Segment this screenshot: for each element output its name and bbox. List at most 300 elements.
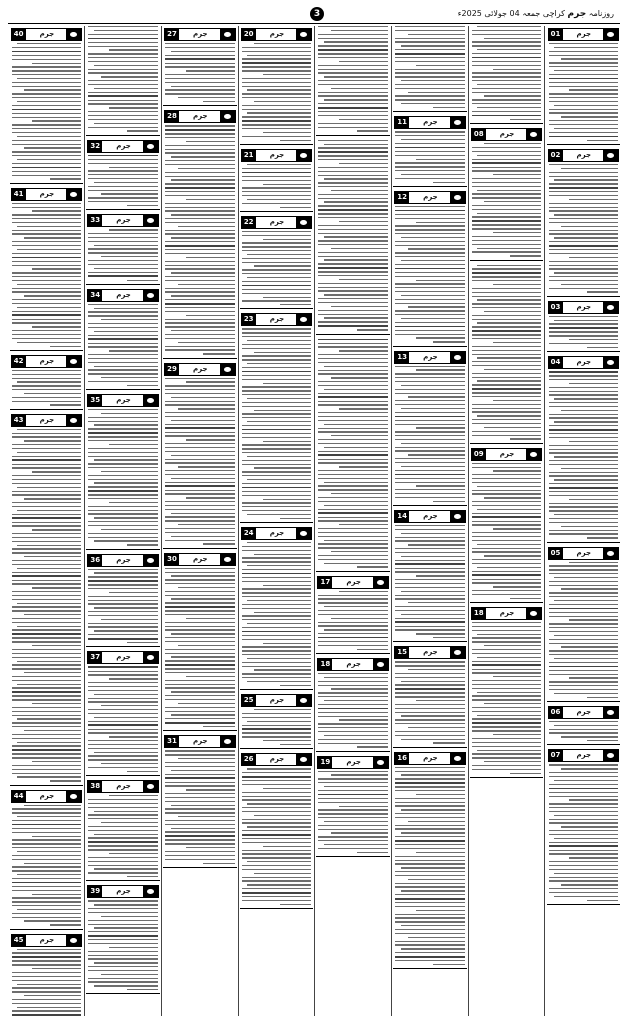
notice-label: جرم <box>116 782 131 791</box>
text-line <box>165 859 235 860</box>
text-line <box>554 815 618 816</box>
text-line <box>549 853 619 854</box>
text-line <box>549 888 619 889</box>
text-line <box>24 614 81 615</box>
text-line <box>549 732 619 733</box>
text-line <box>280 685 311 686</box>
text-line <box>554 272 618 273</box>
text-line <box>171 272 235 273</box>
notice-divider <box>163 548 237 549</box>
text-line <box>395 412 465 413</box>
text-line <box>324 844 388 845</box>
text-line <box>165 47 235 48</box>
text-line <box>12 980 82 981</box>
text-line <box>401 385 465 386</box>
text-line <box>549 82 619 83</box>
notice-header <box>241 216 313 229</box>
text-line <box>395 677 465 678</box>
text-line <box>12 964 82 965</box>
text-line <box>318 497 388 498</box>
text-line <box>549 101 619 102</box>
brand-logo-icon <box>526 608 541 619</box>
text-line <box>549 176 619 177</box>
notice-divider <box>470 123 544 124</box>
text-line <box>395 933 465 934</box>
text-line <box>472 53 542 54</box>
text-line <box>510 773 541 774</box>
text-line <box>94 88 158 89</box>
brand-logo-icon <box>143 215 158 226</box>
text-line <box>12 401 82 402</box>
text-line <box>88 510 158 511</box>
text-line <box>178 587 235 588</box>
brand-logo-icon <box>603 150 618 161</box>
text-line <box>24 147 81 148</box>
text-line <box>165 754 235 755</box>
text-line <box>472 330 542 332</box>
text-line <box>395 871 465 872</box>
text-line <box>416 337 465 338</box>
text-line <box>12 548 82 549</box>
text-line <box>242 834 312 836</box>
text-line <box>395 537 465 538</box>
text-line <box>12 828 82 829</box>
text-line <box>88 170 158 171</box>
notice-divider <box>547 744 621 745</box>
text-line <box>12 956 82 958</box>
notice-divider <box>316 135 390 136</box>
notice-divider <box>470 260 544 261</box>
text-line <box>94 424 158 425</box>
text-line <box>318 802 388 803</box>
text-line <box>318 543 388 544</box>
text-line <box>472 474 542 475</box>
text-line <box>165 680 235 681</box>
text-line <box>472 653 542 654</box>
notice-divider <box>163 867 237 868</box>
text-line <box>88 409 158 410</box>
text-line <box>395 606 465 607</box>
text-line <box>401 466 465 467</box>
notice-body-text <box>86 26 160 132</box>
text-line <box>88 190 158 191</box>
text-line <box>395 875 465 876</box>
text-line <box>242 577 312 578</box>
text-line <box>549 335 619 336</box>
text-line <box>318 712 388 713</box>
text-line <box>171 179 235 180</box>
notice-label: جرم <box>423 192 438 201</box>
text-line <box>395 69 465 70</box>
text-line <box>101 529 158 530</box>
text-line <box>242 842 312 843</box>
text-line <box>401 715 465 716</box>
text-line <box>165 164 235 165</box>
text-line <box>395 366 465 367</box>
text-line <box>88 580 158 582</box>
text-line <box>165 280 235 281</box>
text-line <box>88 260 158 261</box>
text-line <box>171 770 235 771</box>
notice-label: جرم <box>499 449 515 458</box>
text-line <box>88 981 158 982</box>
notice-label: جرم <box>39 791 55 800</box>
text-line <box>101 916 158 917</box>
notice-header <box>11 28 83 41</box>
text-line <box>554 105 618 106</box>
text-line <box>88 814 158 815</box>
text-line <box>24 995 81 996</box>
text-line <box>549 834 619 835</box>
text-line <box>17 429 81 430</box>
notice-divider <box>86 646 160 647</box>
text-line <box>186 439 235 440</box>
text-line <box>165 133 235 134</box>
text-line <box>88 521 158 522</box>
text-line <box>12 475 82 476</box>
notice-body-text <box>393 26 467 108</box>
text-line <box>395 917 465 918</box>
text-line <box>395 906 465 907</box>
text-line <box>165 782 235 783</box>
notice-divider <box>470 602 544 603</box>
text-line <box>395 420 465 421</box>
notice-label: جرم <box>499 130 515 139</box>
text-line <box>472 251 542 252</box>
text-line <box>165 58 235 60</box>
text-line <box>94 572 158 573</box>
notice-number: 08 <box>472 129 486 140</box>
notice-divider <box>316 856 390 857</box>
text-line <box>88 475 158 476</box>
notice-body-text <box>10 370 84 406</box>
text-line <box>510 119 541 120</box>
text-line <box>395 956 465 958</box>
text-line <box>88 381 158 382</box>
text-line <box>549 402 619 403</box>
text-line <box>549 796 619 797</box>
text-line <box>12 155 82 156</box>
text-line <box>395 241 465 242</box>
text-line <box>472 45 542 46</box>
notice-header <box>11 934 83 947</box>
text-line <box>395 225 465 226</box>
text-line <box>318 155 388 156</box>
text-line <box>318 147 388 148</box>
notice-number: 24 <box>242 528 256 539</box>
text-line <box>549 55 619 56</box>
text-line <box>318 512 388 514</box>
text-line <box>242 429 312 431</box>
text-line <box>24 863 81 864</box>
text-line <box>12 591 82 592</box>
notice-label: جرم <box>269 696 285 705</box>
text-line <box>324 606 388 607</box>
text-line <box>472 765 542 766</box>
text-line <box>401 681 465 682</box>
text-line <box>472 170 542 171</box>
notice-label: جرم <box>423 512 438 521</box>
text-line <box>395 863 465 864</box>
text-line <box>395 684 465 685</box>
text-line <box>318 470 388 471</box>
text-line <box>12 870 82 871</box>
notice-body-text <box>393 661 467 743</box>
text-line <box>12 322 82 323</box>
text-line <box>318 622 388 623</box>
text-line <box>472 292 542 293</box>
text-line <box>94 517 158 518</box>
text-line <box>318 80 388 81</box>
text-line <box>24 556 81 557</box>
notice-label: جرم <box>269 30 285 38</box>
text-line <box>395 166 465 167</box>
text-line <box>554 838 618 839</box>
notice-number: 44 <box>12 791 26 802</box>
text-line <box>12 824 82 826</box>
text-line <box>242 615 312 616</box>
text-line <box>554 214 618 215</box>
text-line <box>472 182 542 183</box>
text-line <box>318 723 388 724</box>
text-line <box>242 242 312 243</box>
text-line <box>12 820 82 821</box>
legal-notice <box>470 26 544 124</box>
text-line <box>242 116 312 117</box>
text-line <box>395 147 465 149</box>
text-line <box>395 629 465 630</box>
text-line <box>88 315 158 316</box>
text-line <box>247 254 311 255</box>
text-line <box>395 767 465 768</box>
text-line <box>165 516 235 517</box>
text-line <box>263 239 312 240</box>
text-line <box>477 357 541 358</box>
text-line <box>472 326 542 327</box>
brand-name: جرم <box>567 9 587 19</box>
text-line <box>165 801 235 802</box>
text-line <box>549 78 619 80</box>
text-line <box>171 51 235 52</box>
text-line <box>477 486 541 487</box>
text-line <box>254 265 311 266</box>
text-line <box>165 82 235 83</box>
text-line <box>318 314 388 315</box>
text-line <box>109 947 158 948</box>
legal-notice <box>547 356 621 542</box>
text-line <box>165 89 235 90</box>
text-line <box>88 755 158 756</box>
notice-header <box>11 188 83 201</box>
notice-divider <box>316 751 390 752</box>
notice-header <box>87 394 159 407</box>
text-line <box>324 700 388 701</box>
notice-divider <box>547 351 621 352</box>
legal-notice <box>86 554 160 648</box>
text-line <box>433 501 464 502</box>
text-line <box>12 711 82 712</box>
text-line <box>165 653 235 654</box>
text-line <box>17 851 81 852</box>
text-line <box>254 669 311 670</box>
text-line <box>472 501 542 502</box>
text-line <box>171 295 235 296</box>
legal-notice <box>547 749 621 904</box>
text-line <box>477 265 541 266</box>
text-line <box>12 140 82 141</box>
text-line <box>242 573 312 575</box>
text-line <box>395 268 465 270</box>
text-line <box>339 221 388 222</box>
text-line <box>32 703 81 704</box>
text-line <box>318 298 388 299</box>
text-line <box>88 569 158 570</box>
brand-logo-icon <box>220 29 235 40</box>
text-line <box>395 836 465 837</box>
text-line <box>549 86 619 87</box>
text-line <box>242 93 312 94</box>
text-line <box>165 427 235 429</box>
text-line <box>186 618 235 619</box>
notice-number: 42 <box>12 356 26 367</box>
text-line <box>280 304 311 305</box>
text-line <box>32 968 81 969</box>
text-line <box>12 773 82 774</box>
text-line <box>339 163 388 164</box>
text-line <box>569 89 618 90</box>
text-line <box>395 571 465 572</box>
text-line <box>101 822 158 823</box>
text-line <box>401 925 465 926</box>
text-line <box>549 666 619 668</box>
notice-label: جرم <box>269 217 285 226</box>
text-line <box>318 825 388 826</box>
notice-label: جرم <box>423 648 438 657</box>
notice-body-text <box>86 229 160 281</box>
text-line <box>242 86 312 87</box>
text-line <box>472 730 542 731</box>
text-line <box>88 421 158 422</box>
text-line <box>549 803 619 804</box>
legal-notice <box>10 28 84 184</box>
text-line <box>472 76 542 77</box>
text-line <box>12 517 82 519</box>
text-line <box>12 901 82 902</box>
text-line <box>339 466 388 467</box>
notice-number: 27 <box>165 29 179 40</box>
legal-notice <box>393 752 467 970</box>
text-line <box>12 113 82 114</box>
text-line <box>549 276 619 277</box>
legal-notice <box>316 756 390 857</box>
text-line <box>318 501 388 502</box>
text-line <box>178 645 235 646</box>
text-line <box>318 489 388 490</box>
text-line <box>395 72 465 73</box>
text-line <box>88 690 158 691</box>
text-line <box>88 38 158 40</box>
classified-page <box>8 26 620 1016</box>
text-line <box>88 95 158 97</box>
text-line <box>178 284 235 285</box>
text-line <box>549 164 619 165</box>
text-line <box>242 865 312 866</box>
text-line <box>395 393 465 394</box>
notice-body-text <box>393 366 467 502</box>
text-line <box>88 935 158 937</box>
text-line <box>88 939 158 940</box>
text-line <box>88 603 158 604</box>
text-line <box>549 880 619 881</box>
text-line <box>401 867 465 868</box>
text-line <box>280 904 311 905</box>
text-line <box>561 116 618 117</box>
text-line <box>88 807 158 808</box>
text-line <box>472 536 542 537</box>
text-line <box>242 811 312 812</box>
text-line <box>88 448 158 449</box>
text-line <box>401 260 465 261</box>
text-line <box>247 164 311 165</box>
text-line <box>12 745 82 746</box>
text-line <box>242 70 312 71</box>
text-line <box>17 742 81 743</box>
text-line <box>94 308 158 309</box>
text-line <box>318 401 388 402</box>
notice-number: 37 <box>88 652 102 663</box>
text-line <box>165 797 235 798</box>
text-line <box>395 595 465 596</box>
text-line <box>324 236 388 237</box>
notice-header <box>164 363 236 376</box>
text-line <box>12 606 82 607</box>
text-line <box>416 633 465 634</box>
text-line <box>549 414 619 415</box>
text-line <box>12 433 82 434</box>
text-line <box>318 829 388 830</box>
text-line <box>408 727 465 728</box>
legal-notice <box>393 510 467 642</box>
text-line <box>472 548 542 549</box>
text-line <box>17 949 81 950</box>
text-line <box>549 472 619 473</box>
text-line <box>395 489 465 490</box>
text-line <box>587 740 618 741</box>
text-line <box>242 592 312 593</box>
text-line <box>318 69 388 70</box>
text-line <box>94 331 158 332</box>
text-line <box>339 591 388 592</box>
text-line <box>12 144 82 145</box>
text-line <box>242 732 312 733</box>
text-line <box>263 184 312 185</box>
text-line <box>318 244 388 245</box>
notice-header <box>317 756 389 769</box>
text-line <box>472 338 542 339</box>
text-line <box>165 509 235 510</box>
brand-logo-icon <box>450 352 465 363</box>
text-line <box>171 805 235 806</box>
text-line <box>165 672 235 673</box>
text-line <box>242 289 312 290</box>
text-line <box>472 72 542 73</box>
text-line <box>472 559 542 560</box>
text-line <box>88 264 158 265</box>
text-line <box>395 778 465 779</box>
text-line <box>94 834 158 835</box>
text-line <box>12 175 82 176</box>
text-line <box>109 736 158 737</box>
